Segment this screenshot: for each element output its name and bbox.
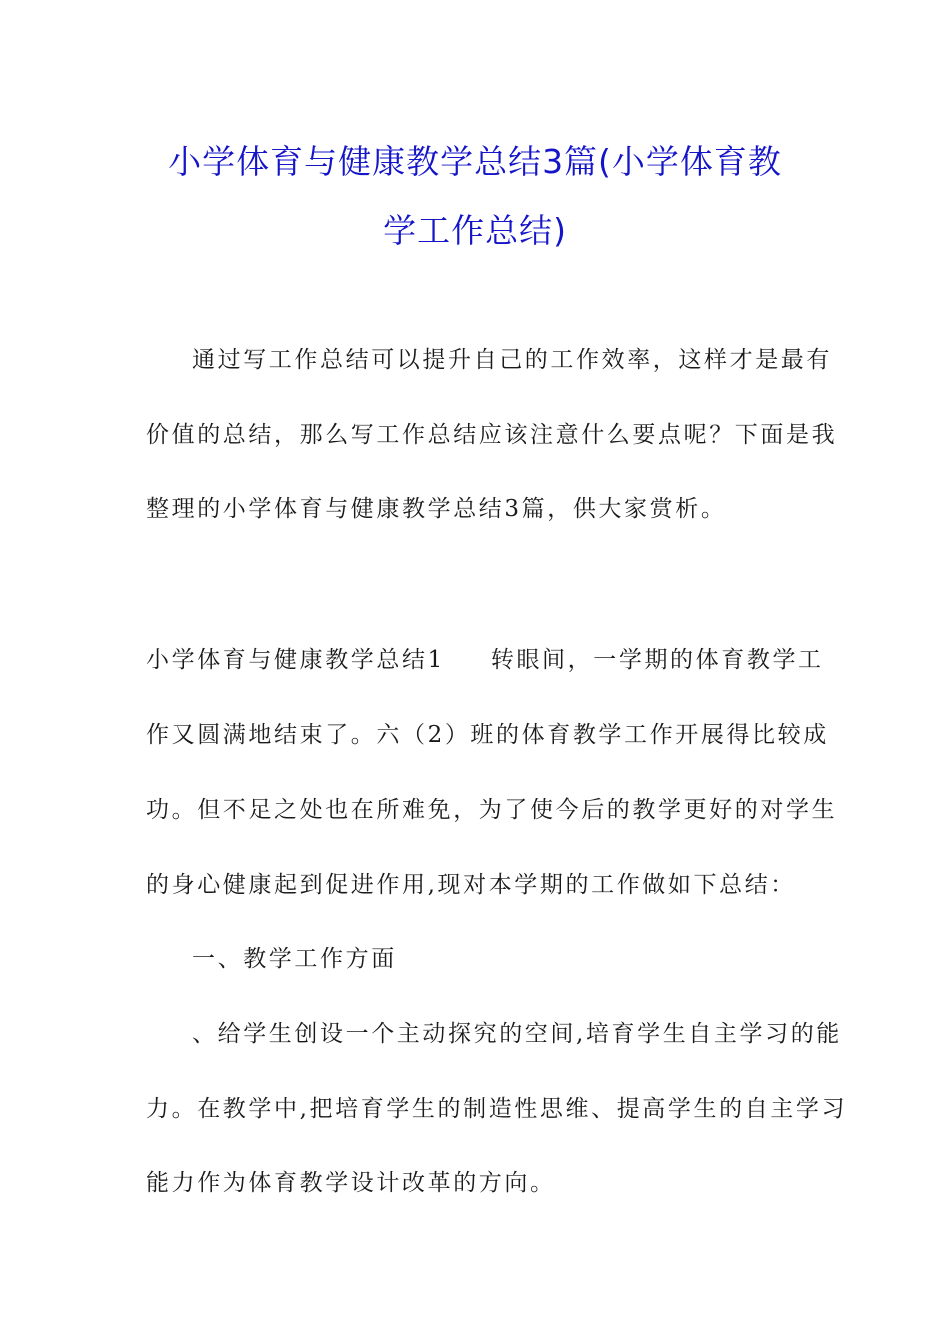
subheading-teaching-work: 一、教学工作方面 bbox=[192, 946, 397, 972]
point-line-2: 力。在教学中,把培育学生的制造性思维、提高学生的自主学习 bbox=[146, 1096, 848, 1122]
section-line-3: 功。但不足之处也在所难免，为了使今后的教学更好的对学生 bbox=[146, 797, 838, 823]
section-line-4: 的身心健康起到促进作用,现对本学期的工作做如下总结： bbox=[146, 872, 796, 898]
point-line-1: 、给学生创设一个主动探究的空间,培育学生自主学习的能 bbox=[192, 1021, 842, 1047]
intro-line-3: 整理的小学体育与健康教学总结3篇，供大家赏析。 bbox=[146, 496, 727, 522]
intro-line-2: 价值的总结，那么写工作总结应该注意什么要点呢？下面是我 bbox=[146, 422, 838, 448]
document-title-line-1: 小学体育与健康教学总结3篇(小学体育教 bbox=[168, 142, 782, 181]
section-heading: 小学体育与健康教学总结1 bbox=[146, 647, 445, 673]
section-line-2: 作又圆满地结束了。六（2）班的体育教学工作开展得比较成 bbox=[146, 722, 829, 748]
section-first-line-text: 转眼间，一学期的体育教学工 bbox=[490, 647, 824, 673]
intro-line-1: 通过写工作总结可以提升自己的工作效率，这样才是最有 bbox=[192, 347, 832, 373]
document-title-line-2: 学工作总结) bbox=[383, 211, 567, 250]
point-line-3: 能力作为体育教学设计改革的方向。 bbox=[146, 1170, 556, 1196]
section-first-line bbox=[146, 645, 824, 675]
